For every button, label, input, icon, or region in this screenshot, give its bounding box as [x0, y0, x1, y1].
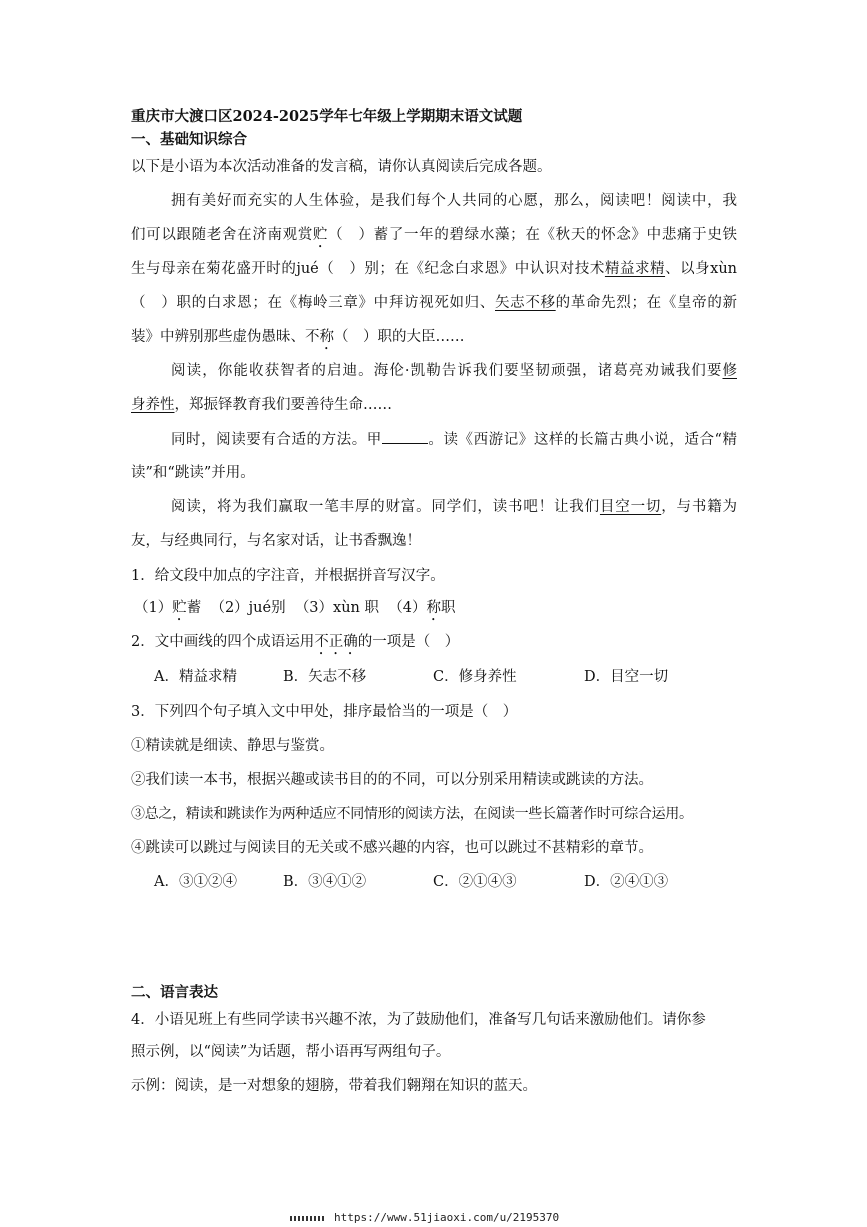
- intro-text: 以下是小语为本次活动准备的发言稿，请你认真阅读后完成各题。: [131, 159, 552, 175]
- q2-option-d[interactable]: D．目空一切: [584, 669, 669, 685]
- section-heading-2: 二、语言表达: [131, 984, 218, 1001]
- q3-sentence-3: ③总之，精读和跳读作为两种适应不同情形的阅读方法，在阅读一些长篇著作时可综合运用。: [131, 806, 693, 822]
- footer-watermark: [290, 1211, 559, 1224]
- question-4-line2: 照示例，以“阅读”为话题，帮小语再写两组句子。: [131, 1044, 451, 1060]
- q2-option-a[interactable]: A．精益求精: [154, 669, 237, 685]
- question-3: 3．下列四个句子填入文中甲处，排序最恰当的一项是（ ）: [131, 704, 518, 720]
- q2-option-c[interactable]: C．修身养性: [433, 669, 517, 685]
- blank-jia: [382, 429, 428, 444]
- passage-p2-line2: 身养性，郑振铎教育我们要善待生命……: [131, 397, 392, 413]
- underlined-idiom: 矢志不移: [495, 295, 556, 311]
- dotted-char: 贮: [313, 227, 329, 243]
- underlined-idiom: 修: [722, 363, 737, 379]
- q3-sentence-2: ②我们读一本书，根据兴趣或读书目的的不同，可以分别采用精读或跳读的方法。: [131, 772, 653, 788]
- q3-option-a[interactable]: A．③①②④: [154, 874, 237, 890]
- q3-option-d[interactable]: D．②④①③: [584, 874, 669, 890]
- section-heading-1: 一、基础知识综合: [131, 131, 247, 148]
- question-2: 2．文中画线的四个成语运用不正确的一项是（ ）: [131, 634, 460, 650]
- dotted-char: 称: [426, 600, 441, 616]
- passage-p1-line4: （ ）职的白求恩；在《梅岭三章》中拜访视死如归、矢志不移的革命先烈；在《皇帝的新: [131, 295, 738, 311]
- footer-mark-icon: [290, 1216, 326, 1221]
- question-1-items: （1）贮蓄 （2）jué别 （3）xùn 职 （4）称职: [134, 600, 456, 616]
- q2-option-b[interactable]: B．矢志不移: [283, 669, 367, 685]
- question-4-example: 示例：阅读，是一对想象的翅膀，带着我们翱翔在知识的蓝天。: [131, 1078, 537, 1094]
- underlined-idiom: 目空一切: [599, 499, 662, 515]
- passage-p1-line5: 装》中辨别那些虚伪愚昧、不称（ ）职的大臣……: [131, 329, 465, 345]
- passage-p4-line2: 友，与经典同行，与名家对话，让书香飘逸！: [131, 533, 421, 549]
- dotted-char: 贮: [172, 600, 187, 616]
- passage-p3-line2: 读”和“跳读”并用。: [131, 465, 255, 481]
- passage-p4-line1: 阅读，将为我们赢取一笔丰厚的财富。同学们，读书吧！让我们目空一切，与书籍为: [171, 499, 738, 515]
- exam-title: 重庆市大渡口区2024-2025学年七年级上学期期末语文试题: [131, 108, 523, 125]
- dotted-emphasis: 不正确: [314, 634, 358, 650]
- question-1: 1．给文段中加点的字注音，并根据拼音写汉字。: [131, 568, 445, 584]
- q3-option-b[interactable]: B．③④①②: [283, 874, 367, 890]
- passage-p1-line1: 拥有美好而充实的人生体验，是我们每个人共同的心愿，那么，阅读吧！阅读中，我: [171, 193, 737, 209]
- dotted-char: 称: [319, 329, 334, 345]
- question-4-line1: 4．小语见班上有些同学读书兴趣不浓，为了鼓励他们，准备写几句话来激励他们。请你参: [131, 1012, 706, 1028]
- q3-sentence-4: ④跳读可以跳过与阅读目的无关或不感兴趣的内容，也可以跳过不甚精彩的章节。: [131, 840, 653, 856]
- q3-sentence-1: ①精读就是细读、静思与鉴赏。: [131, 738, 334, 754]
- q3-option-c[interactable]: C．②①④③: [433, 874, 517, 890]
- underlined-idiom: 精益求精: [604, 261, 666, 277]
- underlined-idiom: 身养性: [131, 397, 175, 413]
- footer-url[interactable]: https://www.51jiaoxi.com/u/2195370: [334, 1211, 560, 1224]
- passage-p3-line1: 同时，阅读要有合适的方法。甲 。读《西游记》这样的长篇古典小说，适合“精: [171, 429, 737, 450]
- passage-p1-line3: 生与母亲在菊花盛开时的jué（ ）别；在《纪念白求恩》中认识对技术精益求精、以身xùn: [131, 261, 738, 277]
- passage-p2-line1: 阅读，你能收获智者的启迪。海伦·凯勒告诉我们要坚韧顽强，诸葛亮劝诫我们要修: [171, 363, 737, 379]
- passage-p1-line2: 们可以跟随老舍在济南观赏贮（ ）蓄了一年的碧绿水藻；在《秋天的怀念》中悲痛于史铁: [131, 227, 738, 243]
